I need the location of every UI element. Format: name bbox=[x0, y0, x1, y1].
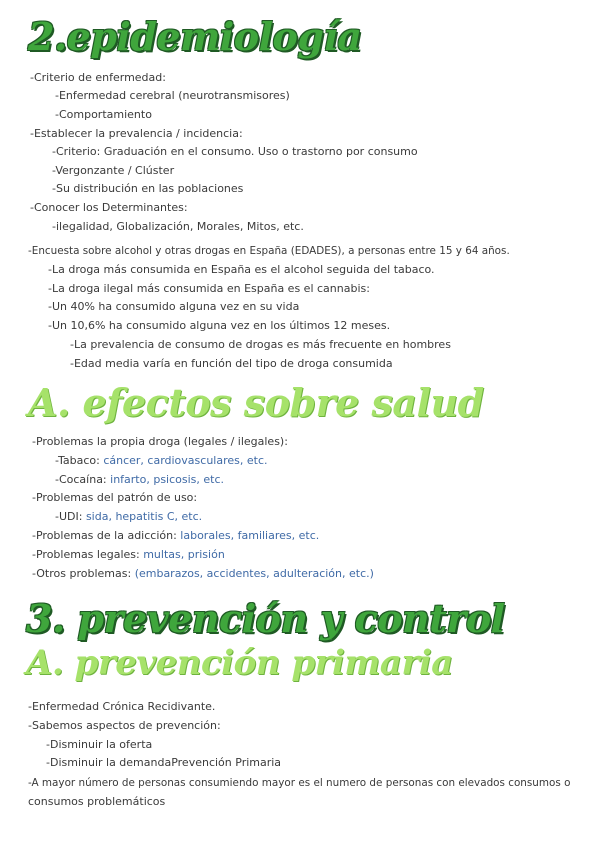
text-line: -Criterio de enfermedad: bbox=[30, 71, 166, 84]
text-line: -Encuesta sobre alcohol y otras drogas en España (EDADES), a personas entre 15 y 64 años. bbox=[28, 245, 510, 257]
text-line: -Disminuir la oferta bbox=[46, 738, 153, 751]
text-line: -ilegalidad, Globalización, Morales, Mitos, etc. bbox=[52, 220, 304, 233]
section-title-epidemiologia: 2.epidemiología bbox=[28, 14, 362, 59]
highlight-value: laborales, familiares, etc. bbox=[180, 529, 320, 542]
highlight-value: sida, hepatitis C, etc. bbox=[85, 510, 203, 523]
text-line-adiccion bbox=[32, 529, 319, 543]
text-line: -Vergonzante / Clúster bbox=[52, 164, 175, 177]
highlight-value: multas, prisión bbox=[143, 548, 225, 561]
text-line: -Enfermedad cerebral (neurotransmisores) bbox=[55, 89, 290, 102]
text-line-legales bbox=[32, 548, 225, 562]
label: -Cocaína: bbox=[55, 473, 111, 486]
text-line: consumos problemáticos bbox=[28, 795, 166, 808]
label: -Problemas legales: bbox=[32, 548, 144, 561]
text-line: -Su distribución en las poblaciones bbox=[52, 182, 244, 195]
text-line-otros bbox=[32, 567, 374, 581]
text-line: -Comportamiento bbox=[55, 108, 152, 121]
text-line: -Un 40% ha consumido alguna vez en su vida bbox=[48, 300, 300, 313]
text-line: -Criterio: Graduación en el consumo. Uso o trastorno por consumo bbox=[52, 145, 418, 158]
section-subtitle-prevencion-primaria: A. prevención primaria bbox=[26, 643, 453, 683]
section-title-efectos-sobre-salud: A. efectos sobre salud bbox=[28, 380, 484, 425]
text-line: -Sabemos aspectos de prevención: bbox=[28, 719, 221, 732]
text-line-cocaina bbox=[55, 473, 224, 487]
section-title-prevencion-y-control: 3. prevención y control bbox=[26, 596, 505, 641]
text-line: -La droga más consumida en España es el alcohol seguida del tabaco. bbox=[48, 263, 435, 276]
text-line-udi bbox=[55, 510, 202, 524]
highlight-value: (embarazos, accidentes, adulteración, etc.) bbox=[134, 567, 374, 580]
highlight-value: infarto, psicosis, etc. bbox=[110, 473, 225, 486]
label: -UDI: bbox=[55, 510, 86, 523]
text-line: -Problemas del patrón de uso: bbox=[32, 491, 198, 504]
text-line: -Conocer los Determinantes: bbox=[30, 201, 188, 214]
label: -Tabaco: bbox=[55, 454, 104, 467]
text-line: -Establecer la prevalencia / incidencia: bbox=[30, 127, 243, 140]
label: -Otros problemas: bbox=[32, 567, 135, 580]
text-line: -A mayor número de personas consumiendo mayor es el numero de personas con elevados consumos o bbox=[28, 777, 571, 789]
label: -Problemas de la adicción: bbox=[32, 529, 181, 542]
text-line: -Un 10,6% ha consumido alguna vez en los últimos 12 meses. bbox=[48, 319, 391, 332]
text-line: -Disminuir la demandaPrevención Primaria bbox=[46, 756, 282, 769]
highlight-value: cáncer, cardiovasculares, etc. bbox=[103, 454, 268, 467]
text-line: -La prevalencia de consumo de drogas es más frecuente en hombres bbox=[70, 338, 451, 351]
text-line: -La droga ilegal más consumida en España es el cannabis: bbox=[48, 282, 370, 295]
text-line: -Problemas la propia droga (legales / ilegales): bbox=[32, 435, 288, 448]
text-line: -Edad media varía en función del tipo de droga consumida bbox=[70, 357, 393, 370]
text-line-tabaco bbox=[55, 454, 268, 468]
text-line: -Enfermedad Crónica Recidivante. bbox=[28, 700, 216, 713]
